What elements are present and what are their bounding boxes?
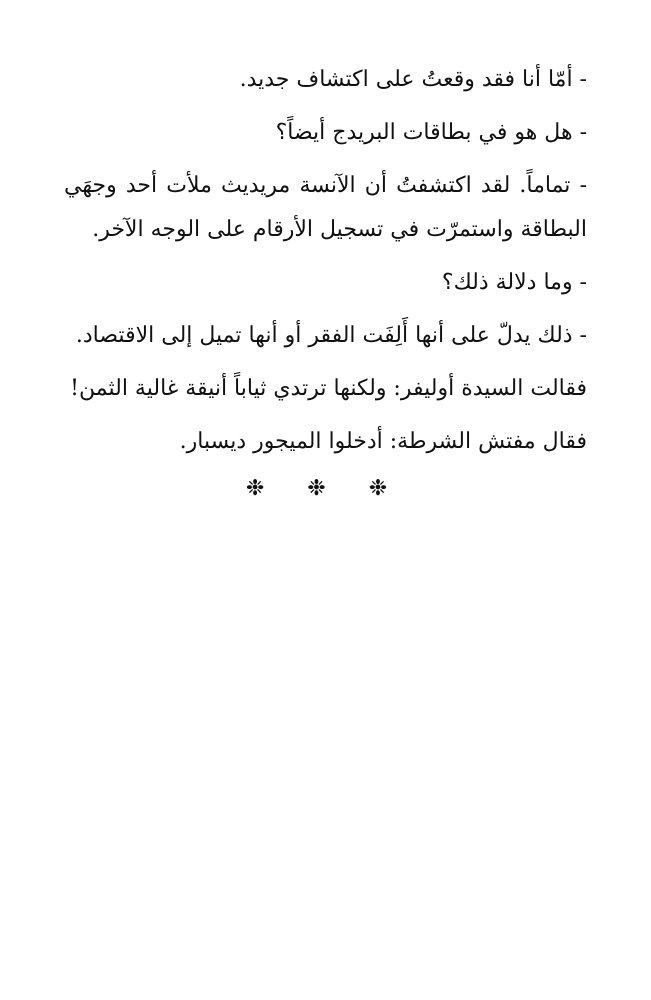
narration-line-2: فقال مفتش الشرطة: أدخلوا الميجور ديسبار. bbox=[179, 429, 587, 454]
dialogue-line-1: - أمّا أنا فقد وقعتُ على اكتشاف جديد. bbox=[239, 67, 587, 92]
section-separator: ❉ ❉ ❉ bbox=[245, 476, 406, 501]
page-body bbox=[64, 58, 587, 501]
dialogue-line-3: - تماماً. لقد اكتشفتُ أن الآنسة مريديث ملأت أحد وجهَي البطاقة واستمرّت في تسجيل الأرقام على الوجه الآخر. bbox=[64, 173, 587, 242]
dialogue-line-5: - ذلك يدلّ على أنها أَلِفَت الفقر أو أنها تميل إلى الاقتصاد. bbox=[75, 323, 587, 348]
dialogue-line-2: - هل هو في بطاقات البريدج أيضاً؟ bbox=[275, 120, 587, 145]
dialogue-line-4: - وما دلالة ذلك؟ bbox=[441, 270, 587, 295]
narration-line-1: فقالت السيدة أوليفر: ولكنها ترتدي ثياباً أنيقة غالية الثمن! bbox=[70, 376, 587, 401]
